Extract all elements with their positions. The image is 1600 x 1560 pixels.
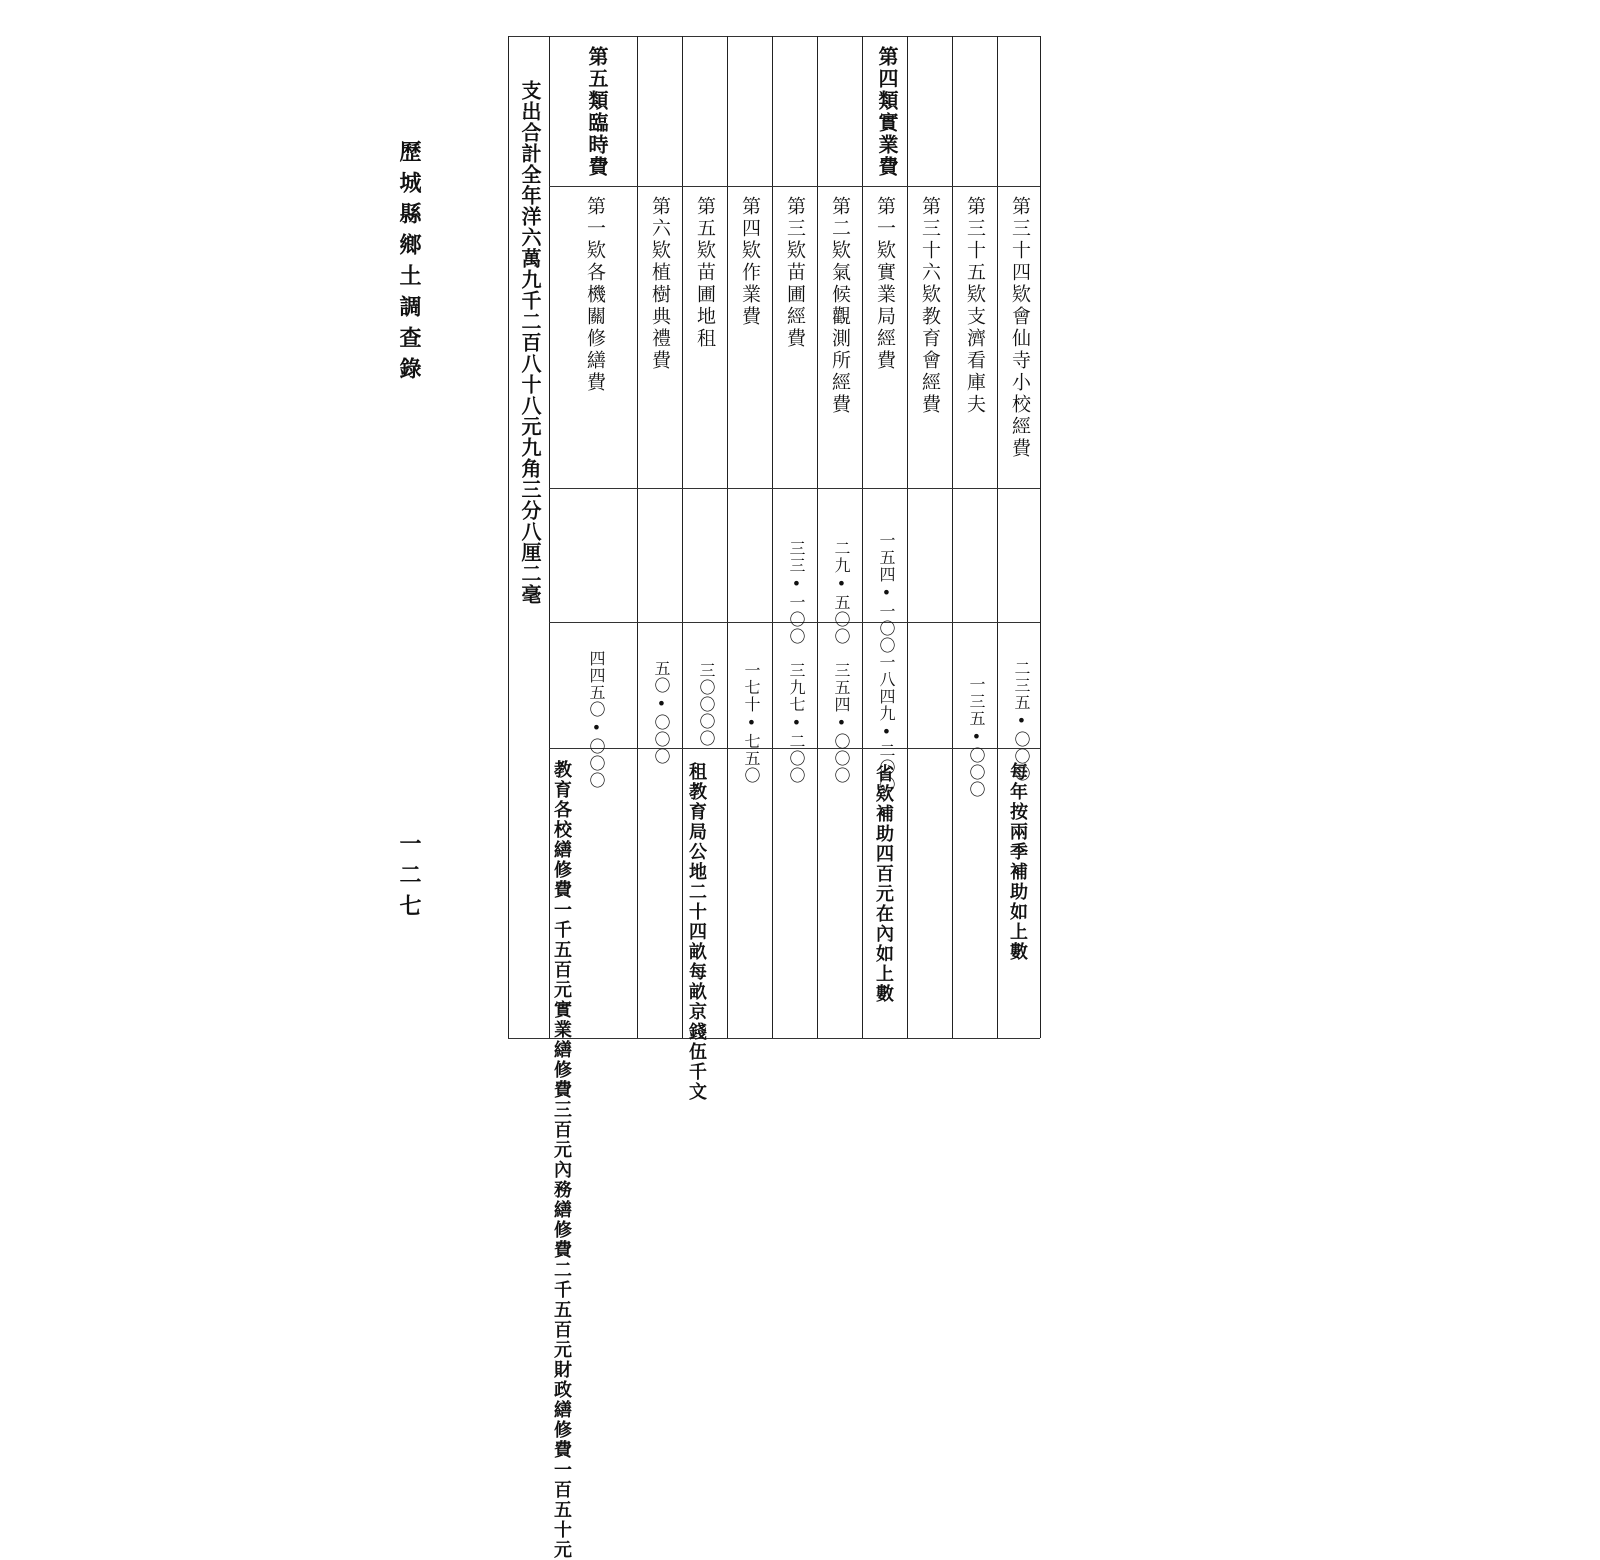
table-top-border <box>508 36 1040 37</box>
amount-value: 五〇•〇〇〇 <box>652 660 671 765</box>
item-label: 第五欵苗圃地租 <box>694 196 716 350</box>
budget-value: 二九•五〇〇 <box>832 540 851 645</box>
amount-value: 二三五•〇〇〇 <box>1012 660 1031 782</box>
remark-text: 每年按兩季補助如上數 <box>1007 762 1028 962</box>
book-title: 歷城縣鄉土調查錄 <box>396 140 422 388</box>
table-bottom-border <box>508 1038 1040 1039</box>
item-label: 第三欵苗圃經費 <box>784 196 806 350</box>
item-label: 第一欵實業局經費 <box>874 196 896 372</box>
amount-value: 四四五〇•〇〇〇 <box>587 650 606 789</box>
category-label: 第四類實業費 <box>875 46 899 178</box>
item-label: 第三十六欵教育會經費 <box>919 196 941 416</box>
item-label: 第四欵作業費 <box>739 196 761 328</box>
amount-value: 三〇〇〇〇 <box>697 662 716 747</box>
item-label: 第三十五欵支濟看庫夫 <box>964 196 986 416</box>
item-label: 第二欵氣候觀測所經費 <box>829 196 851 416</box>
item-label: 第六欵植樹典禮費 <box>649 196 671 372</box>
table-left-border <box>508 36 509 1038</box>
category-label: 第五類臨時費 <box>585 46 609 178</box>
category-row-divider <box>549 186 1040 187</box>
amount-value: 一八四九•二〇〇 <box>877 654 896 793</box>
remark-text: 省欵補助四百元在內如上數 <box>873 764 894 1004</box>
remark-text: 教育各校繕修費一千五百元實業繕修費三百元內務繕修費二千五百元財政繕修費一百五十元 <box>551 760 572 1560</box>
expenditure-total: 支出合計全年洋六萬九千二百八十八元九角三分八厘二毫 <box>518 80 542 605</box>
table-right-border <box>1040 36 1041 1038</box>
item-label: 第三十四欵會仙寺小校經費 <box>1009 196 1031 460</box>
remark-text: 租教育局公地二十四畝每畝京錢伍千文 <box>686 762 707 1102</box>
budget-value: 一五四•一〇〇 <box>877 532 896 654</box>
amount-value: 三五四•〇〇〇 <box>832 662 851 784</box>
amount-value: 三九七•二〇〇 <box>787 662 806 784</box>
budget-value: 三三•一〇〇 <box>787 540 806 645</box>
item-label: 第一欵各機關修繕費 <box>584 196 606 394</box>
item-row-divider <box>549 488 1040 489</box>
page-number: 一二七 <box>396 832 422 925</box>
amount-value: 一三五•〇〇〇 <box>967 676 986 798</box>
amount-value: 一七十•七五〇 <box>742 662 761 784</box>
